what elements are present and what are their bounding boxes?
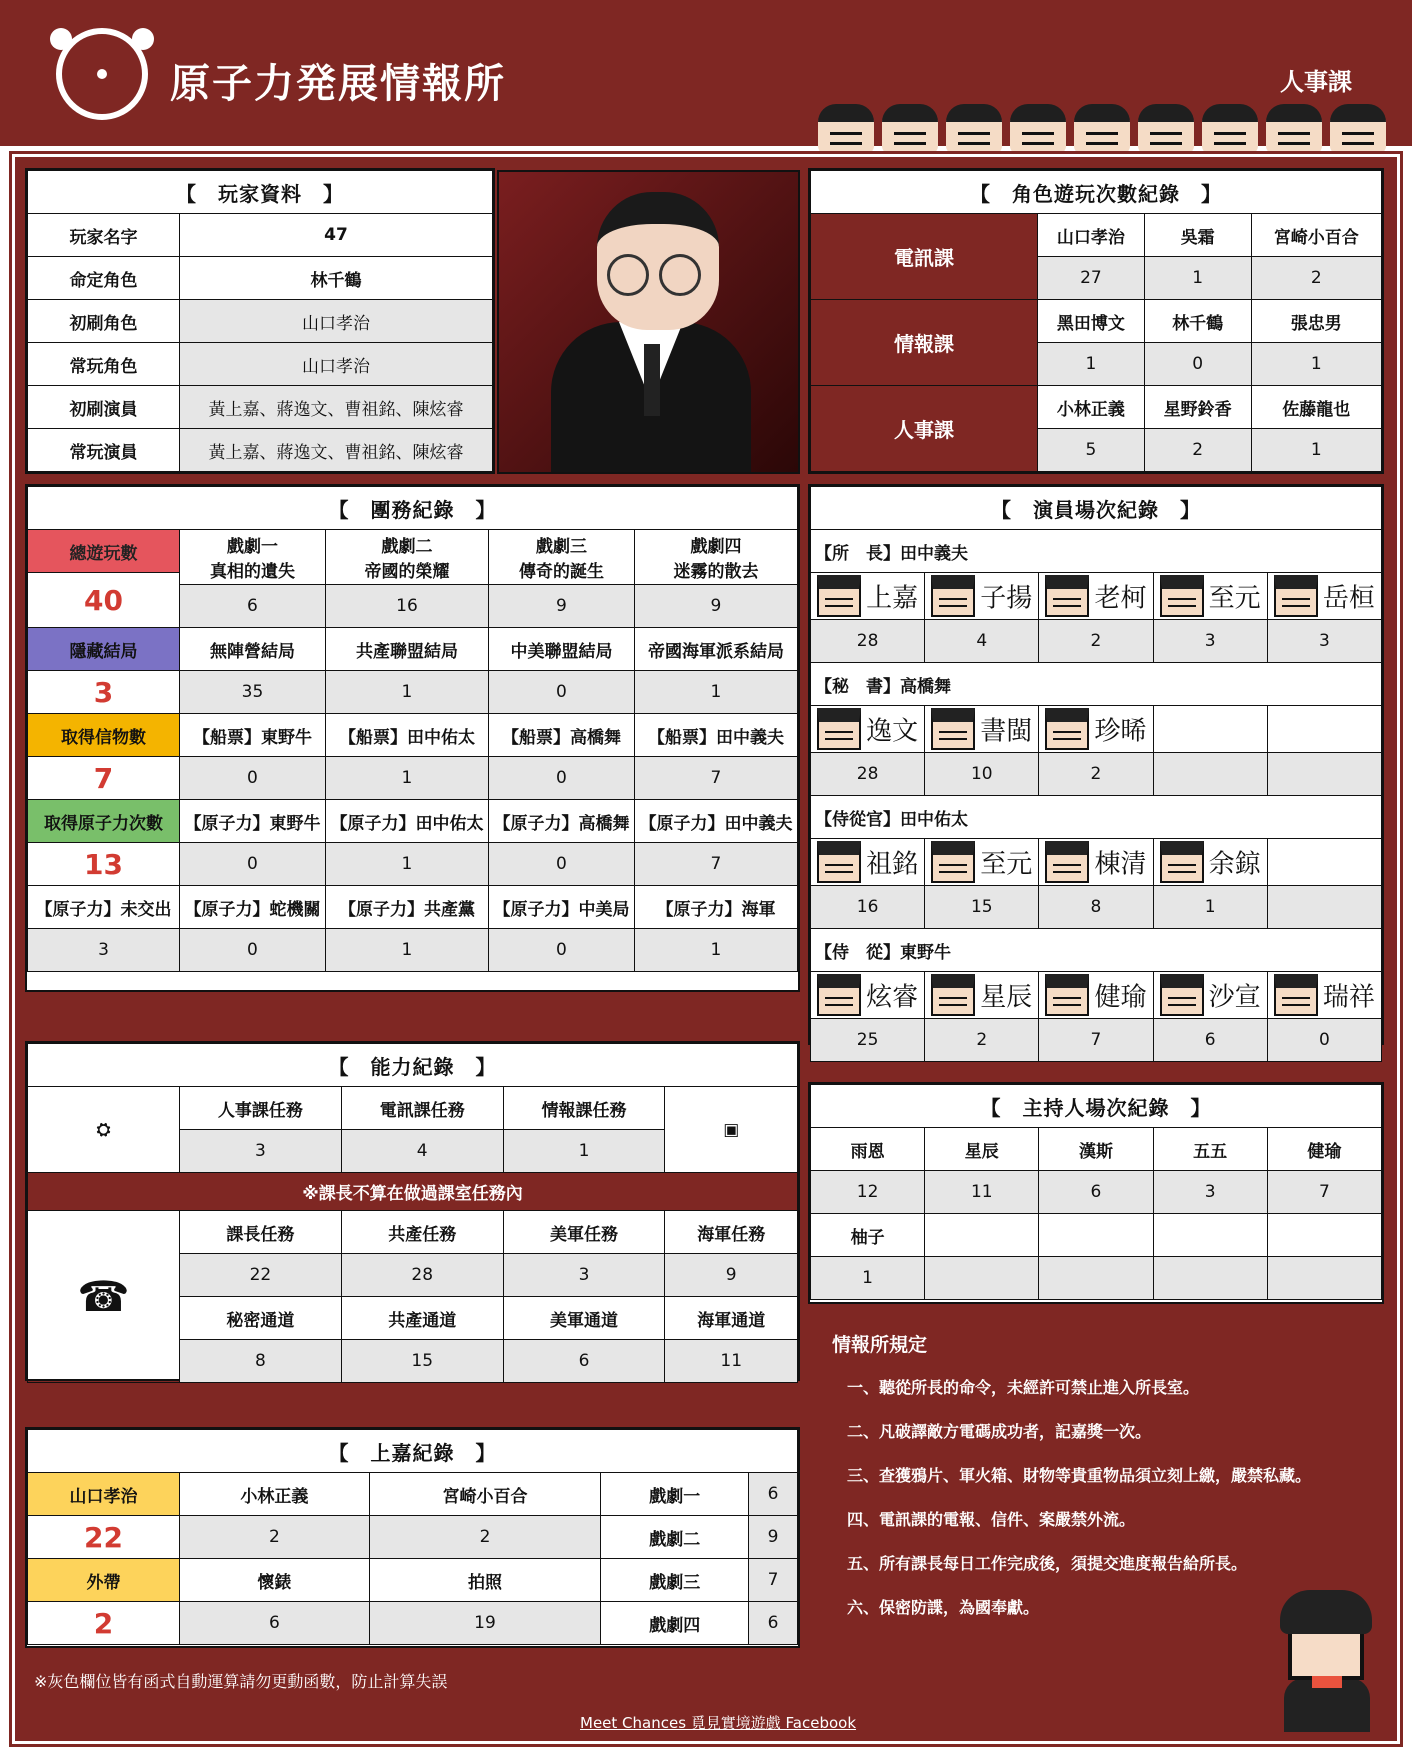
ability-title: 【 能力紀錄 】 (28, 1044, 798, 1087)
atom-count: 1 (325, 843, 488, 886)
honor-item: 拍照 (369, 1559, 601, 1602)
honor-play-count: 7 (749, 1559, 798, 1602)
mission-label: 共產任務 (341, 1211, 503, 1254)
actor-count: 7 (1039, 1019, 1153, 1062)
host-count (1267, 1257, 1381, 1300)
actor-count: 4 (925, 620, 1039, 663)
passage-label: 海軍通道 (665, 1297, 798, 1340)
actor-count: 25 (811, 1019, 925, 1062)
hosts-title: 【 主持人場次紀錄 】 (811, 1085, 1382, 1128)
play-title: 戲劇四 迷霧的散去 (634, 530, 797, 585)
honor-play: 戲劇一 (601, 1473, 749, 1516)
host-name: 柚子 (811, 1214, 925, 1257)
mission-label: 海軍任務 (665, 1211, 798, 1254)
actor-name-cell (925, 839, 1039, 886)
honor-count: 6 (180, 1602, 370, 1645)
host-name: 健瑜 (1267, 1128, 1381, 1171)
photo-tie (644, 344, 660, 416)
glasses-right-icon (659, 254, 701, 296)
host-count (1039, 1257, 1153, 1300)
actor-group-title: 【侍 從】東野牛 (811, 929, 1382, 972)
mission-count: 9 (665, 1254, 798, 1297)
extra-label: 【原子力】共產黨 (325, 886, 488, 929)
player-section-title: 【 玩家資料 】 (28, 171, 493, 214)
pixel-avatar-icon (1330, 104, 1386, 154)
ability-note: ※課長不算在做過課室任務內 (28, 1173, 798, 1211)
actor-name: 岳桓 (1322, 583, 1375, 614)
ending-name: 帝國海軍派系結局 (634, 628, 797, 671)
actor-count (1267, 753, 1381, 796)
extra-count: 0 (180, 929, 326, 972)
role-count: 27 (1038, 257, 1145, 300)
ability-panel (25, 1041, 800, 1381)
telephone-icon: ☎ (28, 1211, 180, 1383)
actor-name: 至元 (1208, 583, 1261, 614)
token-item: 【船票】東野牛 (180, 714, 326, 757)
rules-section (832, 1330, 1311, 1639)
play-title: 戲劇一 真相的遺失 (180, 530, 326, 585)
honor-left-label: 山口孝治 (28, 1473, 180, 1516)
ending-count: 1 (634, 671, 797, 714)
actor-count: 16 (811, 886, 925, 929)
host-count: 1 (811, 1257, 925, 1300)
role-cell: 張忠男 (1251, 300, 1381, 343)
actor-avatar-icon (1274, 974, 1318, 1016)
ending-count: 0 (488, 671, 634, 714)
task-label: 情報課任務 (503, 1087, 665, 1130)
role-count: 1 (1144, 257, 1251, 300)
play-count: 6 (180, 585, 326, 628)
play-count: 9 (634, 585, 797, 628)
actor-name-cell (811, 706, 925, 753)
atom-count: 7 (634, 843, 797, 886)
pixel-character-icon (1266, 1584, 1390, 1736)
frequent-role-value: 山口孝治 (180, 343, 493, 386)
atom-value: 13 (28, 843, 180, 886)
play-title: 戲劇二 帝國的榮耀 (325, 530, 488, 585)
ending-name: 無陣營結局 (180, 628, 326, 671)
first-actors-value: 黃上嘉、蔣逸文、曹祖銘、陳炫睿 (180, 386, 493, 429)
actor-name-cell (1039, 573, 1153, 620)
role-count: 2 (1144, 429, 1251, 472)
rule-item: 六、保密防諜，為國奉獻。 (847, 1598, 1040, 1617)
frequent-actors-label: 常玩演員 (28, 429, 180, 472)
host-name (925, 1214, 1039, 1257)
extra-label: 【原子力】未交出 (28, 886, 180, 929)
actor-name: 上嘉 (866, 583, 919, 614)
rule-item: 五、所有課長每日工作完成後，須提交進度報告給所長。 (847, 1554, 1248, 1573)
player-photo (497, 170, 800, 474)
mission-count: 22 (180, 1254, 342, 1297)
passage-count: 11 (665, 1340, 798, 1383)
token-item: 【船票】高橋舞 (488, 714, 634, 757)
extra-count: 3 (28, 929, 180, 972)
role-count: 1 (1251, 429, 1381, 472)
empty-actor-cell (1267, 706, 1381, 753)
mission-label: 課長任務 (180, 1211, 342, 1254)
pixel-avatar-icon (1074, 104, 1130, 154)
actor-avatar-icon (1274, 575, 1318, 617)
actor-name-cell (1153, 573, 1267, 620)
passage-label: 共產通道 (341, 1297, 503, 1340)
actor-name-cell (1267, 573, 1381, 620)
avatar-row (818, 104, 1386, 154)
mission-panel (25, 484, 800, 992)
actor-name: 至元 (980, 849, 1033, 880)
actor-avatar-icon (1160, 974, 1204, 1016)
token-count: 1 (325, 757, 488, 800)
ending-name: 共產聯盟結局 (325, 628, 488, 671)
pixel-avatar-icon (946, 104, 1002, 154)
mission-count: 28 (341, 1254, 503, 1297)
rule-item: 三、查獲鴉片、軍火箱、財物等貴重物品須立刻上繳，嚴禁私藏。 (847, 1466, 1312, 1485)
ending-name: 中美聯盟結局 (488, 628, 634, 671)
actor-count: 28 (811, 753, 925, 796)
actor-avatar-icon (1045, 575, 1089, 617)
host-count: 11 (925, 1171, 1039, 1214)
pixel-avatar-icon (1138, 104, 1194, 154)
honor-play: 戲劇三 (601, 1559, 749, 1602)
actor-name-cell (811, 573, 925, 620)
honor-left-total: 22 (28, 1516, 180, 1559)
honors-table (27, 1429, 798, 1645)
honor-play-count: 9 (749, 1516, 798, 1559)
actor-name-cell (1039, 972, 1153, 1019)
frequent-actors-value: 黃上嘉、蔣逸文、曹祖銘、陳炫睿 (180, 429, 493, 472)
hidden-ending-value: 3 (28, 671, 180, 714)
total-value: 40 (28, 573, 180, 628)
actor-name-cell (1267, 972, 1381, 1019)
honor-play-count: 6 (749, 1602, 798, 1645)
role-cell: 宮崎小百合 (1251, 214, 1381, 257)
atom-count: 0 (180, 843, 326, 886)
actor-count: 6 (1153, 1019, 1267, 1062)
actor-avatar-icon (817, 841, 861, 883)
actor-count: 0 (1267, 1019, 1381, 1062)
actor-avatar-icon (817, 575, 861, 617)
honor-play-count: 6 (749, 1473, 798, 1516)
host-name: 五五 (1153, 1128, 1267, 1171)
passage-count: 8 (180, 1340, 342, 1383)
actor-name: 星辰 (980, 982, 1033, 1013)
pixel-avatar-icon (1202, 104, 1258, 154)
actor-avatar-icon (1045, 708, 1089, 750)
department-label: 人事課 (1280, 68, 1352, 96)
extra-label: 【原子力】中美局 (488, 886, 634, 929)
actor-name-cell (1153, 972, 1267, 1019)
player-panel (25, 168, 495, 474)
pixel-avatar-icon (882, 104, 938, 154)
actor-count (1153, 753, 1267, 796)
actor-name: 珍晞 (1094, 716, 1147, 747)
page-header (0, 0, 1412, 146)
extra-label: 【原子力】海軍 (634, 886, 797, 929)
actor-avatar-icon (1045, 974, 1089, 1016)
actor-avatar-icon (817, 708, 861, 750)
honor-count: 2 (369, 1516, 601, 1559)
first-actors-label: 初刷演員 (28, 386, 180, 429)
empty-actor-cell (1267, 839, 1381, 886)
actor-count: 3 (1267, 620, 1381, 663)
role-cell: 林千鶴 (1144, 300, 1251, 343)
actor-count: 28 (811, 620, 925, 663)
mission-title: 【 團務紀錄 】 (28, 487, 798, 530)
hosts-panel (808, 1082, 1384, 1304)
passage-count: 15 (341, 1340, 503, 1383)
actor-name-cell (925, 972, 1039, 1019)
first-role-label: 初刷角色 (28, 300, 180, 343)
actor-name: 子揚 (980, 583, 1033, 614)
actor-count: 2 (1039, 753, 1153, 796)
passage-label: 美軍通道 (503, 1297, 665, 1340)
pixel-character-hair (1280, 1590, 1372, 1634)
actor-count: 10 (925, 753, 1039, 796)
play-count: 16 (325, 585, 488, 628)
actor-name: 瑞祥 (1322, 982, 1375, 1013)
actor-avatar-icon (1045, 841, 1089, 883)
role-records-title: 【 角色遊玩次數紀錄 】 (811, 171, 1382, 214)
role-cell: 小林正義 (1038, 386, 1145, 429)
honor-item: 小林正義 (180, 1473, 370, 1516)
actor-count: 2 (925, 1019, 1039, 1062)
pixel-character-bow (1312, 1676, 1342, 1688)
role-count: 5 (1038, 429, 1145, 472)
actor-name-cell (925, 573, 1039, 620)
role-cell: 佐藤龍也 (1251, 386, 1381, 429)
honor-item: 宮崎小百合 (369, 1473, 601, 1516)
task-count: 4 (341, 1130, 503, 1173)
actor-group-title: 【秘 書】高橋舞 (811, 663, 1382, 706)
actor-name: 余鍄 (1208, 849, 1261, 880)
actor-name-cell (1153, 839, 1267, 886)
actor-avatar-icon (931, 708, 975, 750)
mission-count: 3 (503, 1254, 665, 1297)
extra-count: 1 (634, 929, 797, 972)
rule-item: 四、電訊課的電報、信件、案嚴禁外流。 (847, 1510, 1136, 1529)
atom-item: 【原子力】高橋舞 (488, 800, 634, 843)
atom-item: 【原子力】東野牛 (180, 800, 326, 843)
token-value: 7 (28, 757, 180, 800)
actor-count: 3 (1153, 620, 1267, 663)
actors-title: 【 演員場次紀錄 】 (811, 487, 1382, 530)
task-label: 電訊課任務 (341, 1087, 503, 1130)
phonograph-icon: ⛭ (28, 1087, 180, 1173)
group-telecom: 電訊課 (811, 214, 1038, 300)
group-personnel: 人事課 (811, 386, 1038, 472)
rule-item: 一、聽從所長的命令，未經許可禁止進入所長室。 (847, 1378, 1200, 1397)
token-count: 0 (180, 757, 326, 800)
actor-count: 15 (925, 886, 1039, 929)
player-table (27, 170, 493, 472)
play-title: 戲劇三 傳奇的誕生 (488, 530, 634, 585)
destined-role-label: 命定角色 (28, 257, 180, 300)
logo-icon (56, 28, 148, 120)
notebook-icon: ▣ (665, 1087, 798, 1173)
role-cell: 黑田博文 (1038, 300, 1145, 343)
mission-label: 美軍任務 (503, 1211, 665, 1254)
extra-label: 【原子力】蛇機關 (180, 886, 326, 929)
actor-name-cell (811, 972, 925, 1019)
role-records-panel (808, 168, 1384, 474)
rules-title: 情報所規定 (832, 1334, 928, 1356)
empty-actor-cell (1153, 706, 1267, 753)
host-name (1153, 1214, 1267, 1257)
honor-count: 19 (369, 1602, 601, 1645)
passage-count: 6 (503, 1340, 665, 1383)
actor-avatar-icon (1160, 575, 1204, 617)
glasses-left-icon (607, 254, 649, 296)
first-role-value: 山口孝治 (180, 300, 493, 343)
honor-count: 2 (180, 1516, 370, 1559)
actor-group-title: 【所 長】田中義夫 (811, 530, 1382, 573)
role-count: 0 (1144, 343, 1251, 386)
host-count (1153, 1257, 1267, 1300)
role-cell: 山口孝治 (1038, 214, 1145, 257)
actor-name: 老柯 (1094, 583, 1147, 614)
actor-name: 逸文 (866, 716, 919, 747)
host-count: 7 (1267, 1171, 1381, 1214)
actor-name: 棟清 (1094, 849, 1147, 880)
destined-role-value: 林千鶴 (180, 257, 493, 300)
honor-right-label: 外帶 (28, 1559, 180, 1602)
ending-count: 1 (325, 671, 488, 714)
actors-table (810, 486, 1382, 1062)
host-name: 星辰 (925, 1128, 1039, 1171)
actor-avatar-icon (931, 974, 975, 1016)
role-cell: 星野鈴香 (1144, 386, 1251, 429)
pixel-avatar-icon (818, 104, 874, 154)
token-label: 取得信物數 (28, 714, 180, 757)
honor-right-total: 2 (28, 1602, 180, 1645)
extra-count: 0 (488, 929, 634, 972)
host-count (925, 1257, 1039, 1300)
host-name (1267, 1214, 1381, 1257)
actor-name: 健瑜 (1094, 982, 1147, 1013)
token-count: 0 (488, 757, 634, 800)
host-name: 漢斯 (1039, 1128, 1153, 1171)
token-item: 【船票】田中佑太 (325, 714, 488, 757)
actor-avatar-icon (1160, 841, 1204, 883)
actor-name: 祖銘 (866, 849, 919, 880)
task-label: 人事課任務 (180, 1087, 342, 1130)
actor-count (1267, 886, 1381, 929)
honor-play: 戲劇四 (601, 1602, 749, 1645)
token-count: 7 (634, 757, 797, 800)
actor-name-cell (1039, 839, 1153, 886)
play-count: 9 (488, 585, 634, 628)
group-intelligence: 情報課 (811, 300, 1038, 386)
hidden-ending-label: 隱藏結局 (28, 628, 180, 671)
pixel-avatar-icon (1266, 104, 1322, 154)
page-title: 原子力発展情報所 (170, 61, 506, 107)
honors-title: 【 上嘉紀錄 】 (28, 1430, 798, 1473)
actor-count: 8 (1039, 886, 1153, 929)
hosts-table (810, 1084, 1382, 1300)
honors-panel (25, 1427, 800, 1648)
pixel-avatar-icon (1010, 104, 1066, 154)
role-count: 2 (1251, 257, 1381, 300)
atom-item: 【原子力】田中義夫 (634, 800, 797, 843)
bottom-note: ※灰色欄位皆有函式自動運算請勿更動函數，防止計算失誤 (34, 1672, 448, 1691)
actor-count: 2 (1039, 620, 1153, 663)
frequent-role-label: 常玩角色 (28, 343, 180, 386)
atom-count: 0 (488, 843, 634, 886)
actor-count: 1 (1153, 886, 1267, 929)
host-count: 3 (1153, 1171, 1267, 1214)
player-name-label: 玩家名字 (28, 214, 180, 257)
honor-play: 戲劇二 (601, 1516, 749, 1559)
role-count: 1 (1251, 343, 1381, 386)
actor-name-cell (1039, 706, 1153, 753)
actor-name: 沙宣 (1208, 982, 1261, 1013)
atom-item: 【原子力】田中佑太 (325, 800, 488, 843)
total-label: 總遊玩數 (28, 530, 180, 573)
actor-name: 書閩 (980, 716, 1033, 747)
actor-name: 炫睿 (866, 982, 919, 1013)
host-name: 雨恩 (811, 1128, 925, 1171)
role-records-table (810, 170, 1382, 472)
actor-avatar-icon (931, 575, 975, 617)
task-count: 3 (180, 1130, 342, 1173)
ability-table (27, 1043, 798, 1383)
task-count: 1 (503, 1130, 665, 1173)
player-name-value: 47 (180, 214, 493, 257)
extra-count: 1 (325, 929, 488, 972)
actors-panel (808, 484, 1384, 1050)
token-item: 【船票】田中義夫 (634, 714, 797, 757)
host-name (1039, 1214, 1153, 1257)
atom-label: 取得原子力次數 (28, 800, 180, 843)
host-count: 12 (811, 1171, 925, 1214)
actor-avatar-icon (817, 974, 861, 1016)
passage-label: 秘密通道 (180, 1297, 342, 1340)
actor-avatar-icon (931, 841, 975, 883)
host-count: 6 (1039, 1171, 1153, 1214)
role-cell: 吳霜 (1144, 214, 1251, 257)
facebook-link[interactable]: Meet Chances 覓見實境遊戲 Facebook (580, 1714, 857, 1732)
honor-item: 懷錶 (180, 1559, 370, 1602)
mission-table (27, 486, 798, 972)
actor-name-cell (925, 706, 1039, 753)
actor-group-title: 【侍從官】田中佑太 (811, 796, 1382, 839)
rule-item: 二、凡破譯敵方電碼成功者，記嘉獎一次。 (847, 1422, 1152, 1441)
role-count: 1 (1038, 343, 1145, 386)
ending-count: 35 (180, 671, 326, 714)
actor-name-cell (811, 839, 925, 886)
